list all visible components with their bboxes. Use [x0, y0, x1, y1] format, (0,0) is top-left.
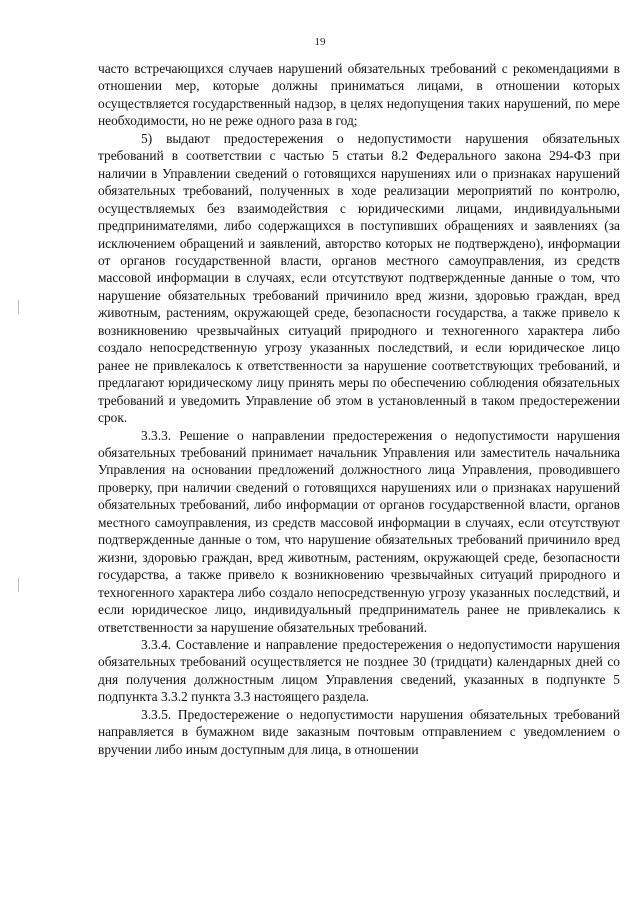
margin-mark [18, 578, 19, 592]
paragraph-3-3-5: 3.3.5. Предостережение о недопустимости нарушения обязательных требований направляется в бумажном виде заказным почтовым отправлением с уведомлением о вручении либо иным доступным для лица, в отношении [98, 706, 620, 757]
margin-mark [18, 300, 19, 314]
paragraph-3-3-4: 3.3.4. Составление и направление предостережения о недопустимости нарушения обязательных требований осуществляется не позднее 30 (тридцати) календарных дней со дня получения должностным лицом Управления сведений, указанных в подпункте 5 подпункта 3.3.2 пункта 3.3 настоящего раздела. [98, 636, 620, 705]
paragraph-3-3-3: 3.3.3. Решение о направлении предостережения о недопустимости нарушения обязательных требований принимает начальник Управления или заместитель начальника Управления на основании предложений должностного лица Управления, проводившего проверку, при наличии сведений о готовящихся нарушениях или о признаках нарушений обязательных требований, либо информации от органов государственной власти, органов местного самоуправления, из средств массовой информации в случаях, если отсутствуют подтвержденные данные о том, что нарушение обязательных требований причинило вред жизни, здоровью граждан, вред животным, растениям, окружающей среде, безопасности государства, а также привело к возникновению чрезвычайных ситуаций природного и техногенного характера либо создало непосредственную угрозу указанных последствий, и если юридическое лицо, индивидуальный предприниматель ранее не привлекались к ответственности за нарушение обязательных требований. [98, 427, 620, 635]
document-body [98, 60, 620, 758]
paragraph-item-5: 5) выдают предостережения о недопустимости нарушения обязательных требований в соответствии с частью 5 статьи 8.2 Федерального закона 294-ФЗ при наличии в Управлении сведений о готовящихся нарушениях или о признаках нарушений обязательных требований, полученных в ходе реализации мероприятий по контролю, осуществляемых без взаимодействия с юридическими лицами, индивидуальными предпринимателями, либо содержащихся в поступивших обращениях и заявлениях (за исключением обращений и заявлений, авторство которых не подтверждено), информации от органов государственной власти, органов местного самоуправления, из средств массовой информации в случаях, если отсутствуют подтвержденные данные о том, что нарушение обязательных требований причинило вред жизни, здоровью граждан, вред животным, растениям, окружающей среде, безопасности государства, а также привело к возникновению чрезвычайных ситуаций природного и техногенного характера либо создало непосредственную угрозу указанных последствий, и если юридическое лицо ранее не привлекалось к ответственности за нарушение соответствующих требований, и предлагают юридическому лицу принять меры по обеспечению соблюдения обязательных требований и уведомить Управление об этом в установленный в таком предостережении срок. [98, 130, 620, 426]
paragraph-continuation: часто встречающихся случаев нарушений обязательных требований с рекомендациями в отношении мер, которые должны приниматься лицами, в отношении которых осуществляется государственный надзор, в целях недопущения таких нарушений, по мере необходимости, но не реже одного раза в год; [98, 61, 620, 129]
page-number: 19 [314, 36, 326, 48]
